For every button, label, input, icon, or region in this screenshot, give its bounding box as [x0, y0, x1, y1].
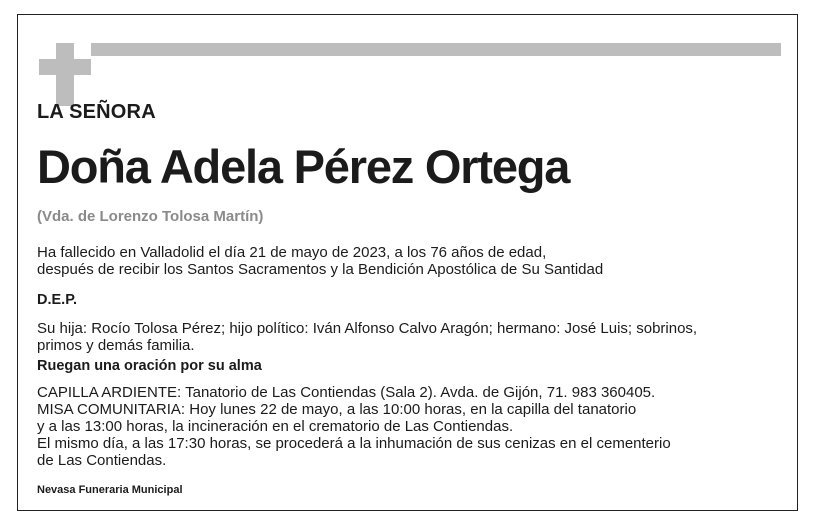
details-line-1: CAPILLA ARDIENTE: Tanatorio de Las Contiendas (Sala 2). Avda. de Gijón, 71. 983 360405.	[37, 384, 656, 401]
announcement-text	[37, 244, 603, 278]
family-line-2: primos y demás familia.	[37, 337, 195, 354]
dep-label: D.E.P.	[37, 292, 78, 308]
details-line-3: y a las 13:00 horas, la incineración en el crematorio de Las Contiendas.	[37, 418, 514, 435]
deceased-name: Doña Adela Pérez Ortega	[37, 140, 570, 193]
service-details	[37, 384, 671, 469]
prayer-request: Ruegan una oración por su alma	[37, 358, 262, 374]
header-rule	[91, 43, 781, 56]
details-line-4: El mismo día, a las 17:30 horas, se procederá a la inhumación de sus cenizas en el cementerio	[37, 435, 671, 452]
announcement-line-2: después de recibir los Santos Sacramentos y la Bendición Apostólica de Su Santidad	[37, 261, 604, 278]
honorific-title: LA SEÑORA	[37, 101, 156, 123]
family-text	[37, 320, 697, 354]
funeral-home-name: Nevasa Funeraria Municipal	[37, 484, 183, 496]
cross-icon-bar	[39, 59, 91, 75]
details-line-5: de Las Contiendas.	[37, 452, 167, 469]
details-line-2: MISA COMUNITARIA: Hoy lunes 22 de mayo, a las 10:00 horas, en la capilla del tanatorio	[37, 401, 637, 418]
announcement-line-1: Ha fallecido en Valladolid el día 21 de mayo de 2023, a los 76 años de edad,	[37, 244, 547, 261]
obituary-card	[17, 14, 798, 511]
family-line-1: Su hija: Rocío Tolosa Pérez; hijo político: Iván Alfonso Calvo Aragón; hermano: José Luis; sobrinos,	[37, 320, 698, 337]
deceased-subtitle: (Vda. de Lorenzo Tolosa Martín)	[37, 208, 264, 225]
